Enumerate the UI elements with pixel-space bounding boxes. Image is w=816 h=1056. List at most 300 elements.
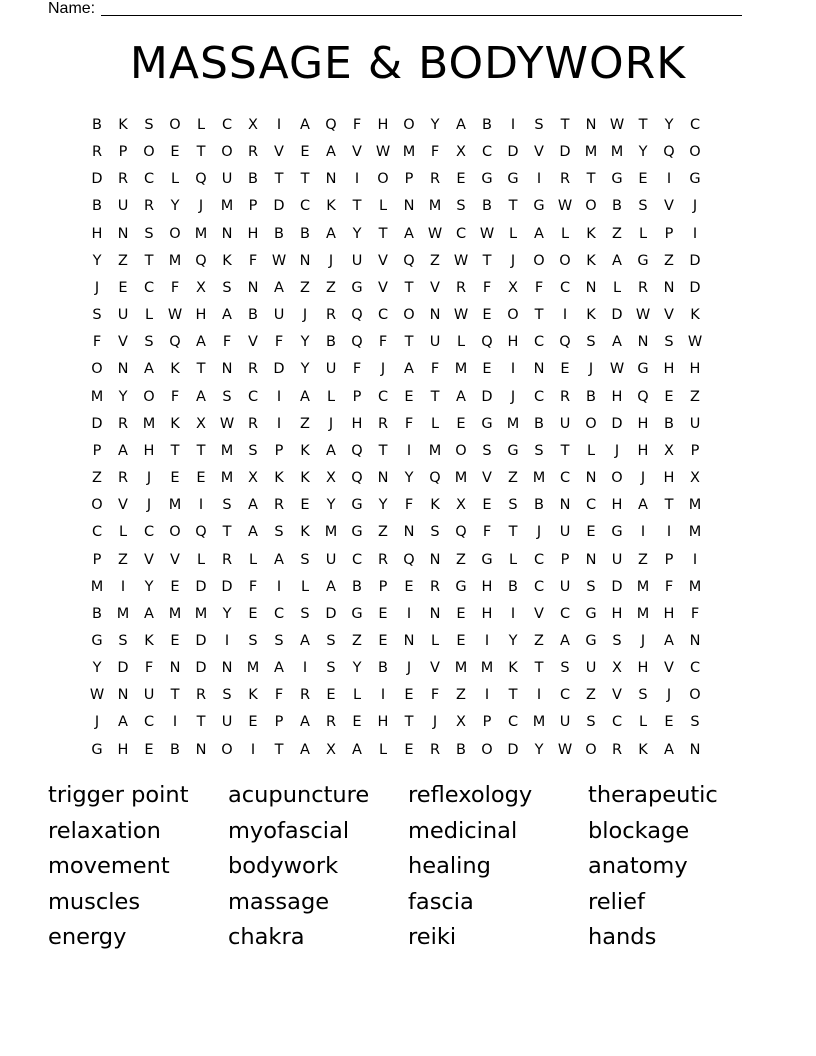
grid-letter: E (482, 307, 492, 324)
grid-letter: V (430, 660, 440, 677)
grid-letter: A (274, 279, 284, 296)
page-title: MASSAGE & BODYWORK (129, 38, 687, 89)
grid-letter: M (168, 252, 182, 269)
grid-letter: P (118, 144, 128, 161)
grid-letter: M (688, 524, 702, 541)
grid-letter: F (352, 361, 362, 378)
grid-letter: S (300, 605, 310, 622)
grid-letter: E (144, 741, 154, 758)
grid-letter: G (91, 632, 103, 649)
grid-letter: X (508, 279, 518, 296)
grid-letter: A (326, 144, 336, 161)
grid-letter: Z (638, 551, 648, 568)
grid-letter: M (688, 497, 702, 514)
word-bank-item: bodywork (228, 853, 339, 879)
grid-letter: Q (455, 524, 467, 541)
grid-row (84, 275, 734, 302)
grid-letter: G (351, 524, 363, 541)
grid-letter: Y (144, 578, 154, 595)
grid-letter: A (456, 117, 466, 133)
word-bank-item: therapeutic (588, 782, 718, 808)
grid-letter: V (352, 144, 362, 161)
grid-letter: I (510, 605, 516, 622)
grid-letter: S (326, 632, 336, 649)
grid-letter: X (456, 714, 466, 731)
grid-letter: A (456, 388, 466, 405)
grid-letter: U (273, 307, 285, 324)
grid-letter: S (222, 279, 232, 296)
grid-letter: C (533, 334, 545, 351)
grid-row (84, 655, 734, 682)
grid-letter: B (378, 660, 388, 677)
word-bank-item: massage (228, 888, 330, 915)
grid-letter: A (638, 497, 648, 514)
grid-letter: R (559, 388, 571, 405)
grid-letter: B (326, 334, 336, 351)
word-bank-item: hands (588, 924, 657, 950)
grid-letter: H (91, 225, 103, 242)
word-bank-item: muscles (48, 888, 141, 915)
grid-letter: X (248, 117, 258, 133)
grid-letter: J (614, 442, 620, 459)
grid-letter: Z (586, 687, 596, 704)
grid-letter: T (586, 171, 596, 188)
grid-letter: C (611, 714, 623, 731)
word-bank-item: movement (48, 853, 170, 879)
grid-letter: O (169, 117, 181, 133)
grid-letter: F (404, 497, 414, 514)
grid-letter: K (170, 361, 180, 378)
grid-letter: T (534, 660, 544, 677)
grid-letter: P (560, 551, 570, 568)
grid-letter: U (559, 415, 571, 432)
grid-letter: U (325, 551, 337, 568)
grid-letter: G (507, 442, 519, 459)
grid-letter: Y (300, 334, 310, 351)
grid-letter: W (219, 415, 235, 432)
grid-letter: M (402, 144, 416, 161)
grid-letter: F (352, 117, 362, 133)
grid-letter: F (664, 578, 674, 595)
grid-letter: C (559, 470, 571, 487)
grid-letter: E (404, 741, 414, 758)
grid-letter: I (120, 578, 126, 595)
grid-letter: Q (351, 334, 363, 351)
grid-letter: C (143, 714, 155, 731)
grid-letter: D (611, 415, 623, 432)
grid-letter: T (404, 279, 414, 296)
grid-letter: A (300, 741, 310, 758)
grid-letter: D (611, 307, 623, 324)
grid-letter: C (351, 551, 363, 568)
grid-letter: M (220, 470, 234, 487)
grid-letter: G (637, 252, 649, 269)
grid-letter: E (404, 388, 414, 405)
grid-letter: Q (169, 334, 181, 351)
grid-letter: H (377, 117, 389, 133)
grid-row (84, 411, 734, 438)
grid-letter: A (300, 117, 310, 133)
grid-letter: J (198, 198, 204, 215)
grid-letter: R (637, 279, 649, 296)
grid-letter: R (273, 497, 285, 514)
grid-letter: N (325, 171, 337, 188)
grid-letter: E (664, 714, 674, 731)
grid-letter: D (117, 660, 129, 677)
grid-letter: O (455, 442, 467, 459)
grid-letter: P (248, 198, 258, 215)
grid-letter: Z (456, 687, 466, 704)
grid-letter: R (377, 415, 389, 432)
grid-letter: M (454, 660, 468, 677)
grid-letter: B (664, 415, 674, 432)
grid-row (84, 302, 734, 329)
grid-letter: K (586, 307, 596, 324)
grid-letter: K (170, 415, 180, 432)
grid-letter: S (508, 497, 518, 514)
grid-letter: L (560, 225, 570, 242)
grid-letter: O (689, 687, 701, 704)
grid-letter: C (91, 524, 103, 541)
grid-letter: N (585, 551, 597, 568)
word-bank-item: relaxation (48, 817, 161, 844)
grid-letter: J (666, 687, 672, 704)
grid-letter: I (640, 524, 646, 541)
grid-letter: X (456, 144, 466, 161)
grid-letter: A (248, 497, 258, 514)
grid-letter: X (456, 497, 466, 514)
grid-letter: F (248, 578, 258, 595)
grid-letter: T (170, 442, 180, 459)
grid-letter: E (560, 361, 570, 378)
grid-letter: I (536, 171, 542, 188)
grid-letter: I (562, 307, 568, 324)
grid-letter: E (482, 361, 492, 378)
word-search-grid (84, 112, 734, 764)
grid-letter: S (482, 442, 492, 459)
grid-letter: M (168, 497, 182, 514)
grid-letter: N (247, 279, 259, 296)
grid-letter: R (559, 171, 571, 188)
grid-letter: S (144, 334, 154, 351)
grid-letter: A (404, 361, 414, 378)
grid-letter: I (510, 117, 516, 133)
grid-letter: I (198, 497, 204, 514)
grid-letter: L (612, 279, 622, 296)
grid-letter: G (637, 361, 649, 378)
grid-letter: D (91, 415, 103, 432)
grid-letter: T (664, 497, 674, 514)
grid-letter: R (117, 415, 129, 432)
grid-letter: E (482, 497, 492, 514)
grid-letter: C (221, 117, 233, 133)
grid-letter: R (377, 551, 389, 568)
grid-letter: H (637, 442, 649, 459)
grid-row (84, 709, 734, 736)
grid-letter: S (690, 714, 700, 731)
grid-letter: O (585, 198, 597, 215)
grid-letter: V (378, 279, 388, 296)
grid-letter: I (510, 361, 516, 378)
grid-letter: C (299, 198, 311, 215)
grid-letter: B (170, 741, 180, 758)
grid-letter: K (430, 497, 440, 514)
grid-letter: S (144, 117, 154, 133)
grid-letter: H (611, 605, 623, 622)
grid-row (84, 166, 734, 193)
grid-letter: D (221, 578, 233, 595)
grid-letter: J (328, 415, 334, 432)
grid-letter: E (352, 714, 362, 731)
grid-letter: L (248, 551, 258, 568)
grid-letter: F (92, 334, 102, 351)
grid-letter: M (428, 198, 442, 215)
grid-letter: I (276, 117, 282, 133)
word-bank-item: medicinal (408, 817, 518, 844)
grid-letter: I (666, 171, 672, 188)
grid-letter: Z (612, 225, 622, 242)
grid-letter: I (666, 524, 672, 541)
grid-letter: T (196, 714, 206, 731)
grid-letter: R (247, 144, 259, 161)
grid-row (84, 628, 734, 655)
grid-letter: N (195, 741, 207, 758)
grid-letter: Z (378, 524, 388, 541)
grid-letter: S (92, 307, 102, 324)
grid-letter: A (326, 442, 336, 459)
grid-letter: I (406, 605, 412, 622)
grid-letter: M (454, 361, 468, 378)
grid-letter: J (94, 279, 100, 296)
grid-letter: Y (378, 497, 388, 514)
grid-letter: E (404, 687, 414, 704)
grid-letter: F (378, 334, 388, 351)
grid-row (84, 438, 734, 465)
grid-letter: E (456, 171, 466, 188)
grid-letter: O (507, 307, 519, 324)
grid-letter: W (167, 307, 183, 324)
grid-letter: Y (508, 632, 518, 649)
grid-letter: R (325, 714, 337, 731)
grid-letter: O (585, 741, 597, 758)
grid-letter: B (586, 388, 596, 405)
grid-letter: A (560, 632, 570, 649)
grid-letter: B (482, 117, 492, 133)
grid-letter: X (196, 415, 206, 432)
grid-letter: H (195, 307, 207, 324)
grid-letter: L (144, 307, 154, 324)
grid-letter: L (196, 551, 206, 568)
grid-letter: M (168, 605, 182, 622)
grid-letter: S (300, 551, 310, 568)
grid-letter: S (534, 442, 544, 459)
grid-letter: Z (118, 551, 128, 568)
grid-letter: Q (637, 388, 649, 405)
grid-letter: E (196, 470, 206, 487)
grid-letter: F (144, 660, 154, 677)
grid-letter: S (612, 632, 622, 649)
word-bank-item: acupuncture (228, 782, 370, 808)
grid-letter: W (687, 334, 703, 351)
grid-letter: S (586, 578, 596, 595)
grid-letter: O (143, 144, 155, 161)
grid-letter: U (559, 714, 571, 731)
grid-letter: S (456, 198, 466, 215)
word-bank-item: reiki (408, 924, 457, 950)
grid-letter: U (559, 578, 571, 595)
grid-letter: R (117, 171, 129, 188)
grid-letter: Y (430, 117, 440, 133)
word-bank-item: chakra (228, 924, 305, 950)
grid-row (84, 112, 734, 139)
grid-letter: J (640, 470, 646, 487)
grid-letter: M (324, 524, 338, 541)
grid-letter: M (90, 578, 104, 595)
grid-letter: C (377, 307, 389, 324)
grid-letter: A (118, 714, 128, 731)
grid-letter: X (326, 741, 336, 758)
grid-letter: B (300, 225, 310, 242)
grid-letter: O (533, 252, 545, 269)
grid-letter: J (510, 388, 516, 405)
grid-letter: Y (326, 497, 336, 514)
grid-letter: L (300, 578, 310, 595)
grid-letter: R (117, 470, 129, 487)
grid-letter: N (377, 470, 389, 487)
grid-letter: K (586, 225, 596, 242)
grid-letter: T (352, 198, 362, 215)
grid-letter: M (90, 388, 104, 405)
grid-letter: M (194, 225, 208, 242)
word-bank-item: anatomy (588, 853, 688, 879)
grid-letter: A (144, 361, 154, 378)
grid-letter: I (276, 578, 282, 595)
grid-letter: Y (638, 144, 648, 161)
grid-letter: A (664, 741, 674, 758)
grid-letter: G (689, 171, 701, 188)
grid-letter: H (117, 741, 129, 758)
grid-letter: B (92, 605, 102, 622)
grid-letter: S (248, 632, 258, 649)
grid-letter: T (300, 171, 310, 188)
grid-letter: R (143, 198, 155, 215)
grid-letter: P (274, 442, 284, 459)
grid-letter: U (325, 361, 337, 378)
grid-row (84, 248, 734, 275)
grid-letter: L (508, 225, 518, 242)
grid-letter: V (170, 551, 180, 568)
grid-letter: M (636, 578, 650, 595)
grid-letter: Z (326, 279, 336, 296)
word-bank-item: trigger point (48, 782, 189, 808)
grid-letter: C (143, 279, 155, 296)
grid-letter: L (118, 524, 128, 541)
grid-letter: C (533, 551, 545, 568)
grid-letter: C (689, 117, 701, 133)
grid-letter: N (689, 632, 701, 649)
grid-row (84, 356, 734, 383)
grid-letter: O (377, 171, 389, 188)
grid-letter: Q (325, 117, 337, 133)
grid-letter: Y (352, 225, 362, 242)
grid-letter: X (690, 470, 700, 487)
grid-letter: V (534, 605, 544, 622)
grid-letter: M (116, 605, 130, 622)
grid-letter: Q (559, 334, 571, 351)
grid-letter: D (507, 741, 519, 758)
grid-letter: N (221, 361, 233, 378)
grid-letter: Z (92, 470, 102, 487)
grid-letter: G (585, 632, 597, 649)
grid-letter: P (404, 171, 414, 188)
grid-letter: E (170, 470, 180, 487)
grid-letter: E (456, 605, 466, 622)
grid-letter: J (692, 198, 698, 215)
grid-letter: B (534, 497, 544, 514)
grid-letter: D (273, 361, 285, 378)
grid-letter: A (300, 388, 310, 405)
grid-letter: G (351, 605, 363, 622)
grid-letter: B (92, 117, 102, 133)
grid-letter: N (429, 551, 441, 568)
grid-letter: U (689, 415, 701, 432)
grid-letter: G (533, 198, 545, 215)
grid-letter: Y (664, 117, 674, 133)
grid-letter: T (222, 524, 232, 541)
grid-letter: E (638, 171, 648, 188)
grid-letter: Y (222, 605, 232, 622)
grid-letter: T (274, 171, 284, 188)
grid-letter: Z (352, 632, 362, 649)
grid-letter: O (403, 307, 415, 324)
grid-letter: H (481, 578, 493, 595)
grid-letter: I (406, 442, 412, 459)
name-blank-line (101, 1, 742, 16)
grid-letter: P (482, 714, 492, 731)
grid-letter: X (326, 470, 336, 487)
grid-letter: L (378, 741, 388, 758)
grid-letter: J (406, 660, 412, 677)
grid-letter: I (302, 660, 308, 677)
grid-letter: O (169, 225, 181, 242)
grid-letter: K (690, 307, 700, 324)
grid-letter: G (351, 279, 363, 296)
grid-letter: K (274, 470, 284, 487)
grid-letter: W (89, 687, 105, 704)
grid-letter: N (429, 307, 441, 324)
grid-letter: A (118, 442, 128, 459)
grid-letter: G (585, 605, 597, 622)
grid-letter: C (273, 605, 285, 622)
grid-letter: W (557, 198, 573, 215)
grid-letter: H (663, 470, 675, 487)
grid-letter: B (456, 741, 466, 758)
grid-letter: U (221, 714, 233, 731)
grid-letter: A (326, 225, 336, 242)
grid-letter: E (170, 578, 180, 595)
grid-letter: Z (664, 252, 674, 269)
grid-letter: I (380, 687, 386, 704)
name-label: Name: (48, 0, 96, 17)
grid-letter: W (271, 252, 287, 269)
grid-letter: Z (300, 415, 310, 432)
grid-letter: T (378, 442, 388, 459)
grid-letter: N (299, 252, 311, 269)
grid-row (84, 193, 734, 220)
grid-letter: A (534, 225, 544, 242)
grid-letter: S (222, 687, 232, 704)
grid-letter: L (638, 225, 648, 242)
